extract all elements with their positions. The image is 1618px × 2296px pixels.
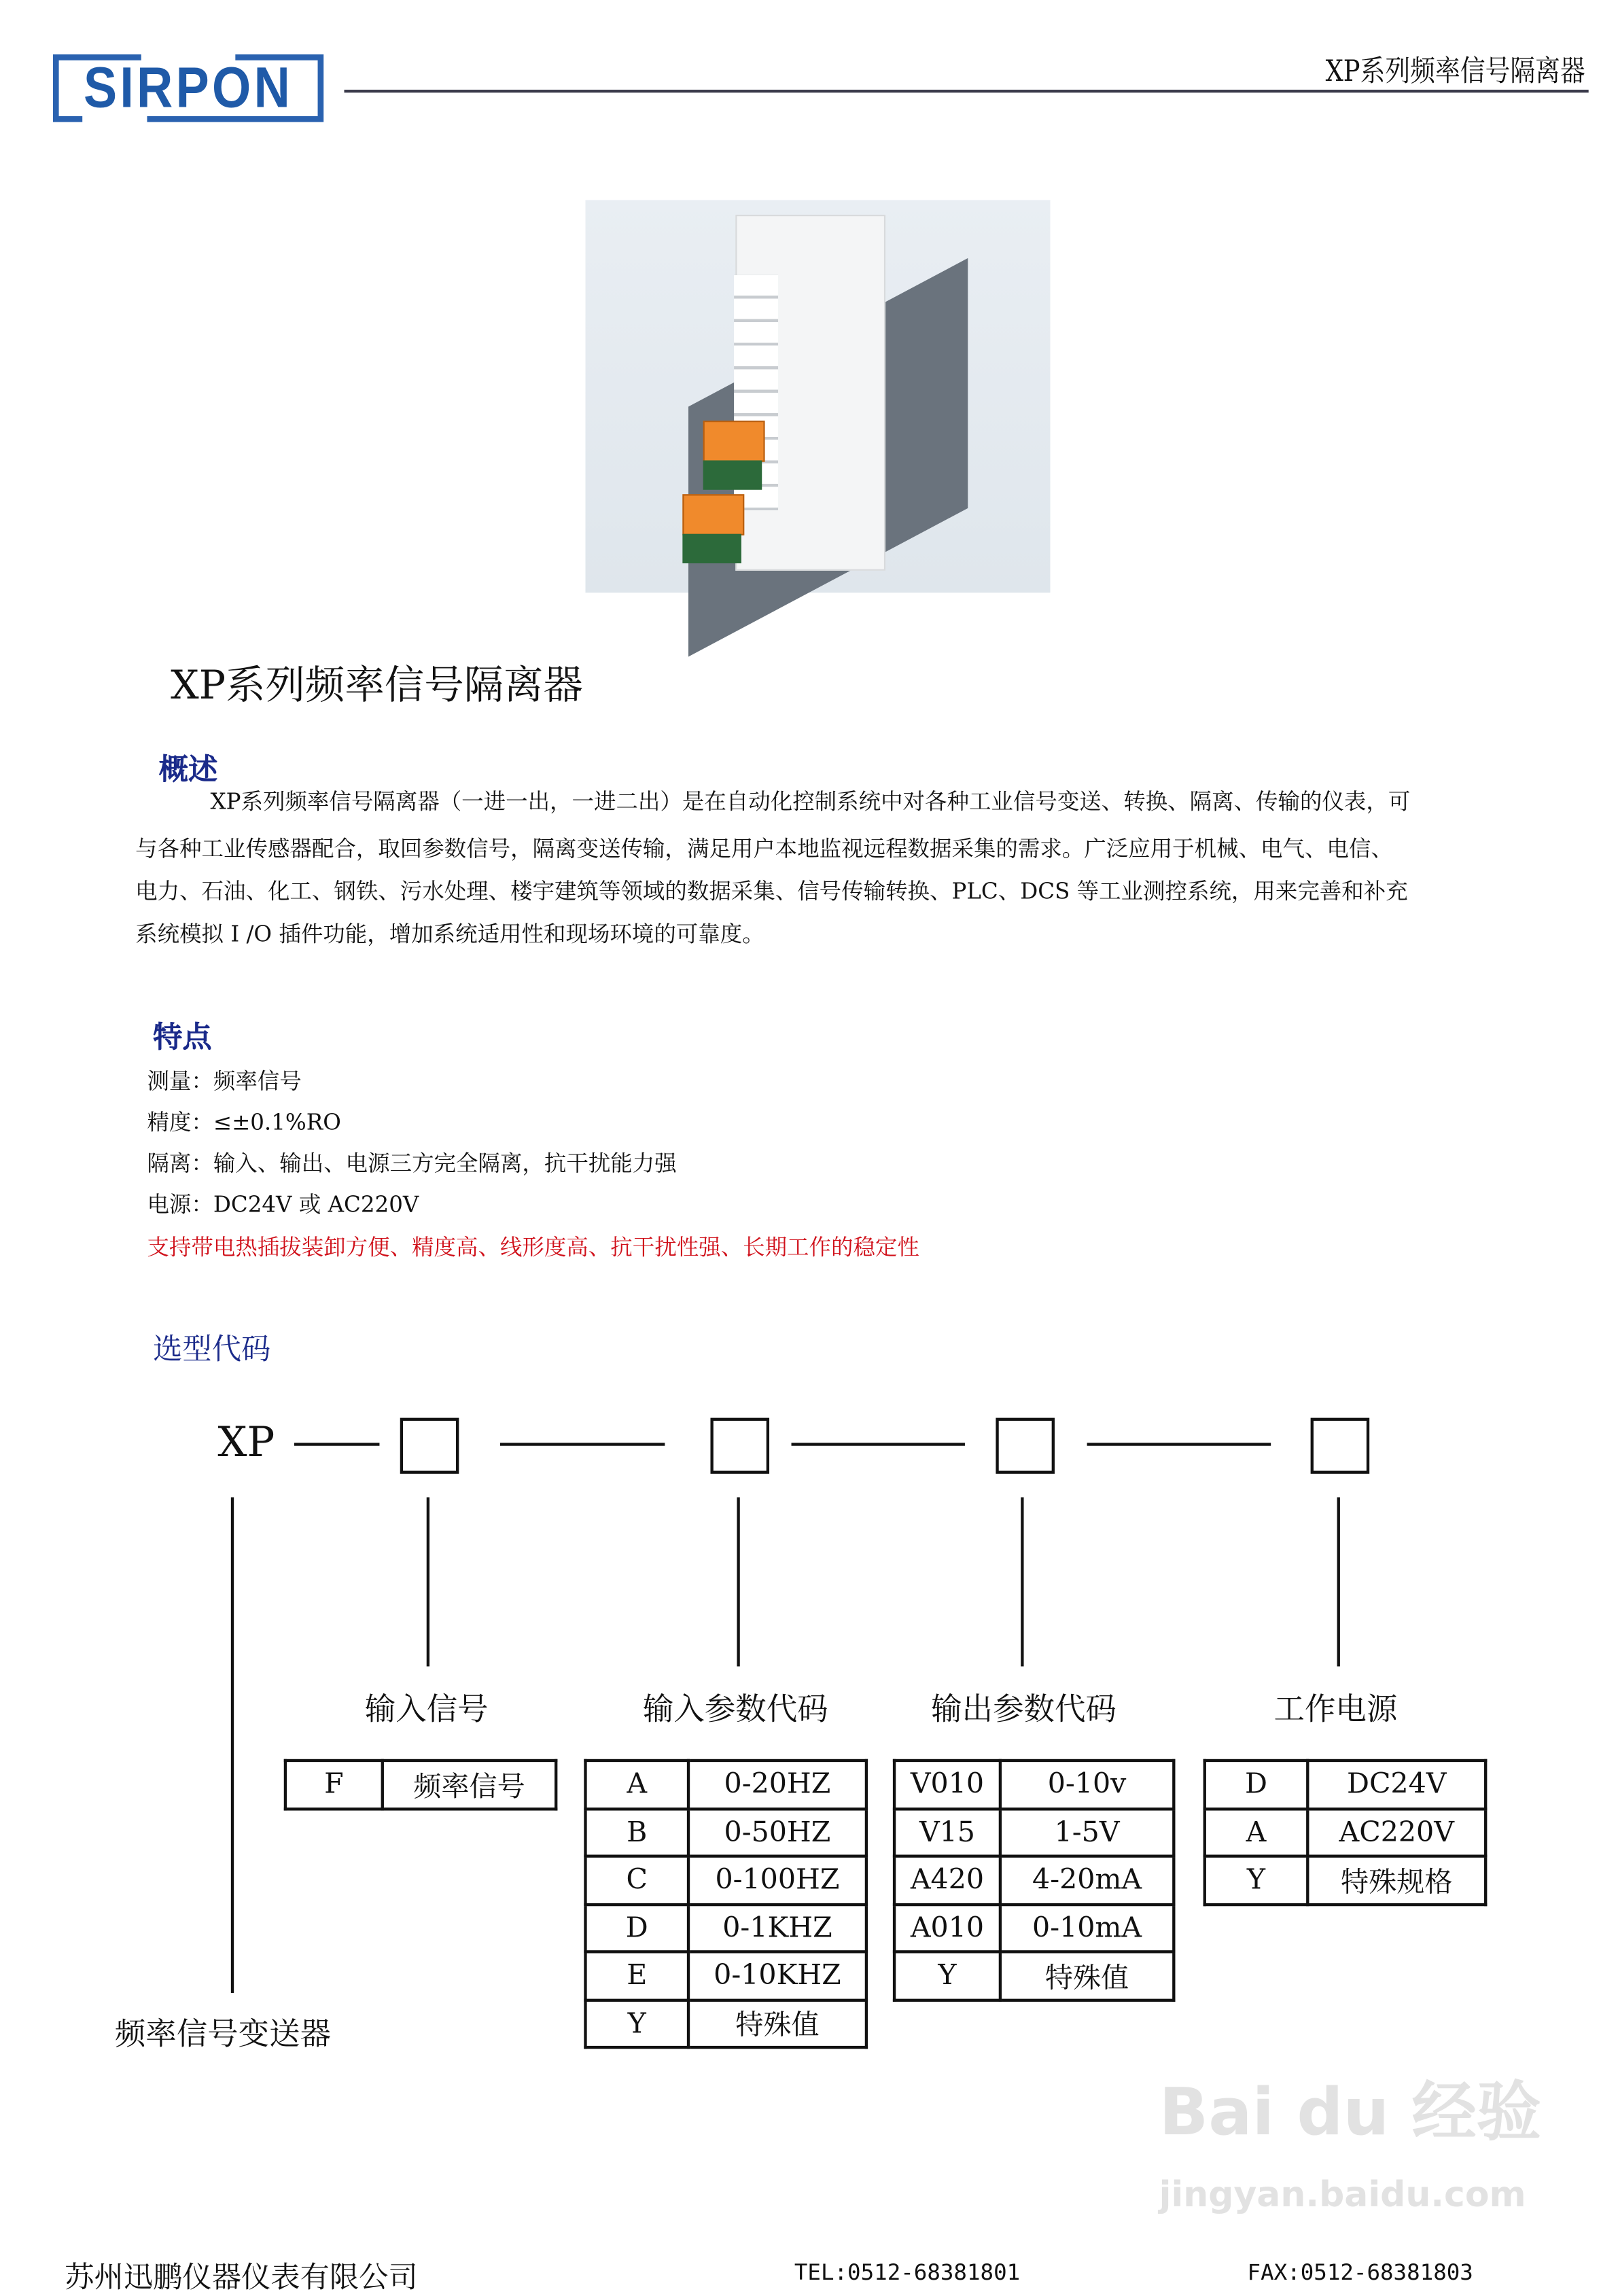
code-row (585, 2000, 866, 2047)
code-row (585, 1951, 866, 1999)
code-row (585, 1904, 866, 1951)
code-cell: V15 (894, 1808, 1000, 1856)
feature-item: 电源：DC24V 或 AC220V (147, 1191, 419, 1218)
connector-line (500, 1443, 665, 1445)
connector-line (1087, 1443, 1271, 1445)
value-cell: 0-1KHZ (688, 1904, 866, 1951)
code-cell: D (1205, 1761, 1308, 1808)
power-table (1203, 1759, 1488, 1905)
overview-heading: 概述 (158, 752, 218, 788)
selection-heading: 选型代码 (153, 1330, 271, 1366)
feature-item: 精度：≤±0.1%RO (147, 1109, 341, 1136)
company-name: 苏州迅鹏仪器仪表有限公司 (65, 2259, 418, 2295)
connector-line (294, 1443, 380, 1445)
leader-line (737, 1498, 739, 1667)
code-cell: A (585, 1761, 688, 1808)
value-cell: 4-20mA (1000, 1856, 1174, 1904)
company-logo: SIRPON (53, 54, 323, 122)
value-cell: 0-50HZ (688, 1808, 866, 1856)
watermark-brand: Bai du 经验 (1159, 2075, 1541, 2151)
value-cell: 0-20HZ (688, 1761, 866, 1808)
group-label: 输出参数代码 (931, 1691, 1116, 1727)
leader-line (1021, 1498, 1023, 1667)
code-row (894, 1761, 1174, 1808)
code-row (894, 1808, 1174, 1856)
product-photo (585, 200, 1050, 593)
value-cell: AC220V (1307, 1808, 1485, 1856)
value-cell: 1-5V (1000, 1808, 1174, 1856)
code-cell: Y (1205, 1856, 1308, 1904)
code-row (894, 1951, 1174, 1999)
feature-item: 测量：频率信号 (147, 1067, 302, 1095)
value-cell: 0-10mA (1000, 1904, 1174, 1951)
features-heading: 特点 (153, 1019, 212, 1055)
code-row (585, 1808, 866, 1856)
input-param-table (584, 1759, 868, 2049)
output-param-table (893, 1759, 1176, 2001)
telephone: TEL:0512-68381801 (794, 2259, 1021, 2286)
feature-highlight: 支持带电热插拔装卸方便、精度高、线形度高、抗干扰性强、长期工作的稳定性 (147, 1234, 919, 1261)
code-cell: B (585, 1808, 688, 1856)
code-box-input-signal (400, 1418, 459, 1474)
input-signal-table (284, 1759, 558, 1810)
overview-line: XP系列频率信号隔离器（一进一出，一进二出）是在自动化控制系统中对各种工业信号变送、转换、隔离、传输的仪表，可 (210, 788, 1411, 815)
group-label: 工作电源 (1273, 1691, 1398, 1727)
model-prefix: XP (217, 1417, 275, 1467)
value-cell: 0-100HZ (688, 1856, 866, 1904)
fax: FAX:0512-68381803 (1247, 2259, 1473, 2286)
value-cell: 特殊值 (1000, 1951, 1174, 1999)
code-row (285, 1761, 556, 1808)
code-row (585, 1856, 866, 1904)
leader-line (231, 1498, 234, 1993)
group-label: 输入信号 (364, 1691, 489, 1727)
code-row (1205, 1761, 1485, 1808)
leader-line (1337, 1498, 1340, 1667)
overview-line: 与各种工业传感器配合，取回参数信号，隔离变送传输，满足用户本地监视远程数据采集的需求。广泛应用于机械、电气、电信、 (135, 835, 1393, 862)
overview-line: 系统模拟 I /O 插件功能，增加系统适用性和现场环境的可靠度。 (135, 921, 764, 947)
value-cell: DC24V (1307, 1761, 1485, 1808)
code-cell: C (585, 1856, 688, 1904)
prefix-label: 频率信号变送器 (114, 2016, 332, 2052)
code-cell: V010 (894, 1761, 1000, 1808)
code-row (894, 1904, 1174, 1951)
product-title: XP系列频率信号隔离器 (171, 663, 584, 709)
value-cell: 频率信号 (383, 1761, 556, 1808)
code-row (1205, 1856, 1485, 1904)
feature-item: 隔离：输入、输出、电源三方完全隔离，抗干扰能力强 (147, 1150, 677, 1177)
leader-line (427, 1498, 429, 1667)
code-box-power (1311, 1418, 1370, 1474)
group-label: 输入参数代码 (642, 1691, 828, 1727)
code-cell: D (585, 1904, 688, 1951)
overview-line: 电力、石油、化工、钢铁、污水处理、楼宇建筑等领域的数据采集、信号传输转换、PLC、DCS 等工业测控系统，用来完善和补充 (135, 878, 1408, 905)
code-box-output-param (996, 1418, 1055, 1474)
value-cell: 特殊规格 (1307, 1856, 1485, 1904)
code-row (1205, 1808, 1485, 1856)
value-cell: 0-10KHZ (688, 1951, 866, 1999)
code-cell: Y (585, 2000, 688, 2047)
code-cell: A420 (894, 1856, 1000, 1904)
code-row (585, 1761, 866, 1808)
value-cell: 0-10v (1000, 1761, 1174, 1808)
code-cell: E (585, 1951, 688, 1999)
watermark-url: jingyan.baidu.com (1159, 2174, 1526, 2215)
value-cell: 特殊值 (688, 2000, 866, 2047)
code-cell: Y (894, 1951, 1000, 1999)
header-divider (345, 90, 1589, 92)
code-row (894, 1856, 1174, 1904)
code-box-input-param (710, 1418, 769, 1474)
code-cell: A (1205, 1808, 1308, 1856)
code-cell: A010 (894, 1904, 1000, 1951)
connector-line (792, 1443, 965, 1445)
code-cell: F (285, 1761, 383, 1808)
header-title: XP系列频率信号隔离器 (1326, 52, 1586, 88)
